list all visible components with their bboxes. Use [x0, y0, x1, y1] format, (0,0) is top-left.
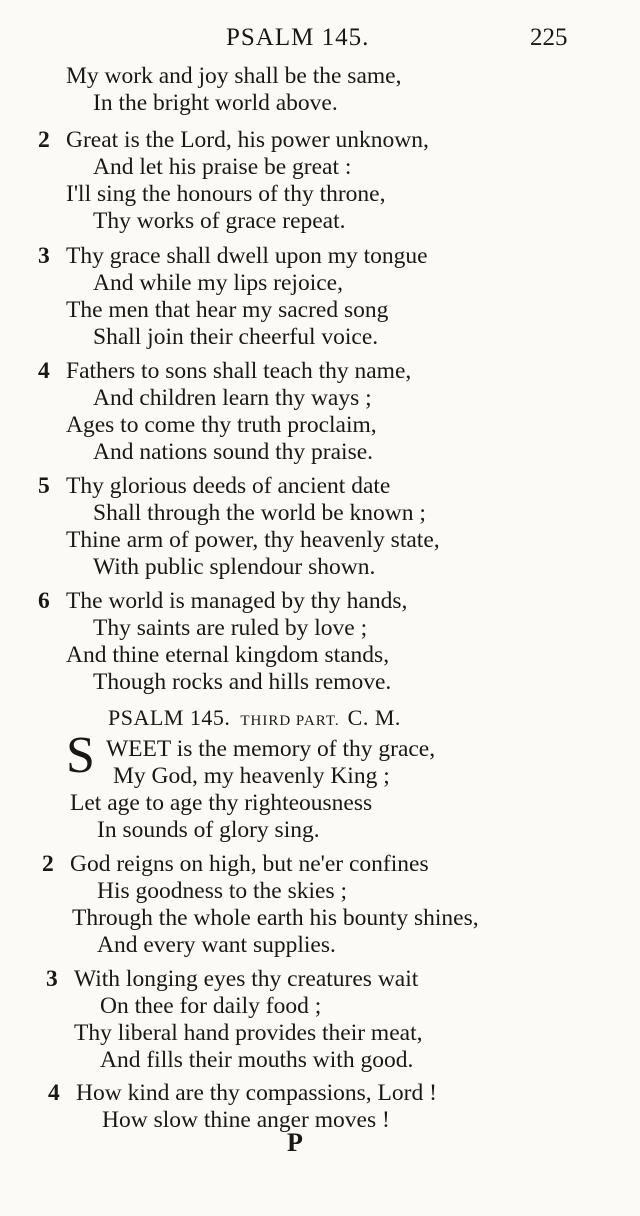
verse-line: How slow thine anger moves ! — [102, 1107, 390, 1133]
verse-line: Fathers to sons shall teach thy name, — [66, 358, 412, 384]
stanza-number: 5 — [38, 473, 50, 499]
verse-line: Thine arm of power, thy heavenly state, — [66, 527, 440, 553]
verse-line: In the bright world above. — [93, 90, 338, 116]
stanza-number: 4 — [38, 358, 50, 384]
page-header — [0, 24, 640, 58]
verse-line: And thine eternal kingdom stands, — [66, 642, 390, 668]
verse-line: Thy grace shall dwell upon my tongue — [66, 243, 428, 269]
verse-line: The men that hear my sacred song — [66, 297, 389, 323]
section-psalm: PSALM 145. — [108, 705, 231, 730]
verse-line: Thy works of grace repeat. — [93, 208, 346, 234]
running-head: PSALM 145. — [226, 24, 370, 51]
stanza-number: 4 — [48, 1080, 60, 1106]
verse-line: Thy saints are ruled by love ; — [93, 615, 368, 641]
drop-cap: S — [66, 727, 95, 784]
verse-line: Thy liberal hand provides their meat, — [74, 1020, 423, 1046]
verse-line: Though rocks and hills remove. — [93, 669, 392, 695]
verse-line: Through the whole earth his bounty shines, — [72, 905, 479, 931]
verse-line: How kind are thy compassions, Lord ! — [76, 1080, 437, 1106]
verse-line: Shall join their cheerful voice. — [93, 324, 379, 350]
verse-line: The world is managed by thy hands, — [66, 588, 408, 614]
verse-line: Thy glorious deeds of ancient date — [66, 473, 391, 499]
verse-line: Shall through the world be known ; — [93, 500, 426, 526]
page-number: 225 — [530, 24, 568, 51]
stanza-number: 6 — [38, 588, 50, 614]
signature-mark: P — [287, 1128, 303, 1157]
verse-line: With longing eyes thy creatures wait — [74, 966, 419, 992]
stanza-number: 3 — [46, 966, 58, 992]
verse-line: With public splendour shown. — [93, 554, 376, 580]
verse-line: And every want supplies. — [97, 932, 336, 958]
section-heading — [108, 704, 401, 735]
verse-line: I'll sing the honours of thy throne, — [66, 181, 386, 207]
verse-line: Great is the Lord, his power unknown, — [66, 127, 429, 153]
stanza-number: 2 — [38, 127, 50, 153]
verse-line: Let age to age thy righteousness — [70, 790, 373, 816]
verse-line: My God, my heavenly King ; — [113, 763, 390, 789]
verse-line: His goodness to the skies ; — [97, 878, 348, 904]
verse-line: Ages to come thy truth proclaim, — [66, 412, 377, 438]
stanza-number: 2 — [42, 851, 54, 877]
verse-line: And let his praise be great : — [93, 154, 352, 180]
stanza-number: 3 — [38, 243, 50, 269]
verse-line: God reigns on high, but ne'er confines — [70, 851, 429, 877]
verse-line: In sounds of glory sing. — [97, 817, 320, 843]
section-part: THIRD PART. — [240, 713, 340, 729]
verse-line: And nations sound thy praise. — [93, 439, 374, 465]
section-meter: C. M. — [347, 705, 401, 730]
verse-line: WEET is the memory of thy grace, — [106, 736, 436, 762]
verse-line: And fills their mouths with good. — [100, 1047, 414, 1073]
verse-line: And while my lips rejoice, — [93, 270, 343, 296]
verse-line: And children learn thy ways ; — [93, 385, 372, 411]
verse-line: On thee for daily food ; — [100, 993, 322, 1019]
verse-line: My work and joy shall be the same, — [66, 63, 402, 89]
